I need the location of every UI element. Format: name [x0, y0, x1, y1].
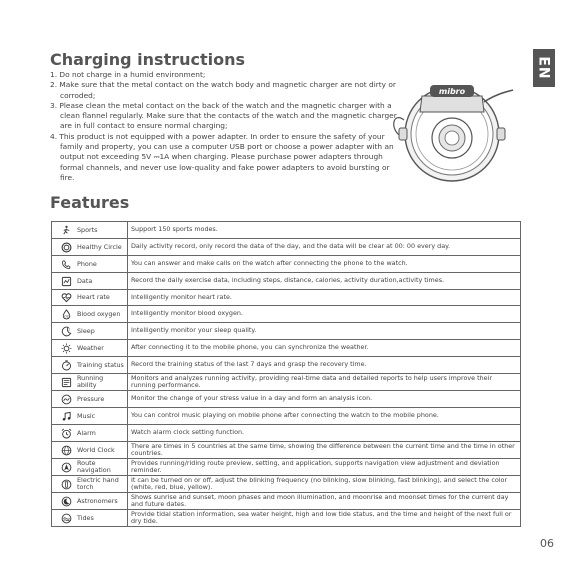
- feature-row: [52, 510, 521, 527]
- feature-name: Sports: [77, 225, 98, 234]
- data-icon: [61, 276, 72, 287]
- training-status-icon: [61, 360, 72, 371]
- feature-description: Provide tidal station information, sea water height, high and low tide status, and the time and height of the next full or dry tide.: [128, 510, 521, 527]
- sleep-icon: [61, 326, 72, 337]
- feature-name-cell: [52, 239, 128, 256]
- feature-name: Weather: [77, 343, 104, 352]
- feature-description: Watch alarm clock setting function.: [128, 425, 521, 442]
- feature-description: Intelligently monitor your sleep quality.: [128, 323, 521, 340]
- feature-description: It can be turned on or off, adjust the blinking frequency (no blinking, slow blinking, fast blinking), and select the color (white, red, blue, yellow).: [128, 476, 521, 493]
- feature-name-cell: [52, 323, 128, 340]
- feature-name-cell: [52, 306, 128, 323]
- svg-text:z: z: [68, 327, 71, 332]
- feature-name-cell: [52, 340, 128, 357]
- feature-name-cell: [52, 442, 128, 459]
- feature-name: Astronomers: [77, 496, 118, 505]
- instruction-item: 4. This product is not equipped with a power adapter. In order to ensure the safety of your family and property, you can use a computer USB port or choose a power adapter with an output not exceeding 5V ⎓1A when charging. Please purchase power adapters through formal channels, and never use low-quality and fake power adapters to avoid bursting or fire.: [50, 131, 394, 182]
- feature-description: There are times in 5 countries at the same time, showing the difference between the current time and the time in other countries.: [128, 442, 521, 459]
- feature-row: [52, 239, 521, 256]
- feature-description: Daily activity record, only record the data of the day, and the data will be clear at 00: 00 every day.: [128, 239, 521, 256]
- feature-row: [52, 256, 521, 273]
- feature-description: You can control music playing on mobile phone after connecting the watch to the mobile phone.: [128, 408, 521, 425]
- feature-name-cell: [52, 222, 128, 239]
- weather-icon: [61, 343, 72, 354]
- feature-row: [52, 323, 521, 340]
- instruction-item: 3. Please clean the metal contact on the back of the watch and the magnetic charger with a clean flannel regularly. Make sure that the contacts of the watch and the magnetic charger are in full contact to ensure normal charging;: [50, 100, 397, 131]
- feature-description: Support 150 sports modes.: [128, 222, 521, 239]
- feature-name-cell: [52, 476, 128, 493]
- feature-row: [52, 374, 521, 391]
- feature-row: [52, 306, 521, 323]
- feature-row: [52, 459, 521, 476]
- watch-charger-illustration: [392, 82, 514, 182]
- feature-name-cell: [52, 493, 128, 510]
- phone-icon: [61, 259, 72, 270]
- feature-description: Provides running/riding route preview, setting, and application, supports navigation view adjustment and deviation reminder.: [128, 459, 521, 476]
- feature-description: Monitors and analyzes running activity, providing real-time data and detailed reports to help users improve their running performance.: [128, 374, 521, 391]
- route-navigation-icon: [61, 462, 72, 473]
- instruction-item: 1. Do not charge in a humid environment;: [50, 70, 206, 79]
- astronomers-icon: [61, 496, 72, 507]
- feature-row: [52, 408, 521, 425]
- feature-name: Pressure: [77, 394, 105, 403]
- pressure-icon: [61, 394, 72, 405]
- feature-name: Running ability: [77, 374, 104, 389]
- feature-name-cell: [52, 391, 128, 408]
- feature-name-cell: [52, 290, 128, 306]
- feature-description: Monitor the change of your stress value in a day and form an analysis icon.: [128, 391, 521, 408]
- features-title: Features: [50, 193, 130, 212]
- feature-name: Music: [77, 411, 96, 420]
- page-number: 06: [540, 537, 554, 550]
- feature-description: Intelligently monitor heart rate.: [128, 290, 521, 306]
- feature-name: Phone: [77, 259, 97, 268]
- feature-name: Electric hand torch: [77, 476, 119, 491]
- feature-row: [52, 222, 521, 239]
- healthy-circle-icon: [61, 242, 72, 253]
- feature-name-cell: [52, 510, 128, 527]
- feature-description: Intelligently monitor blood oxygen.: [128, 306, 521, 323]
- world-clock-icon: [61, 445, 72, 456]
- tides-icon: [61, 513, 72, 524]
- feature-name: Data: [77, 276, 93, 285]
- feature-row: [52, 442, 521, 459]
- feature-name-cell: [52, 408, 128, 425]
- feature-description: Shows sunrise and sunset, moon phases and moon illumination, and moonrise and moonset times for the current day and future dates.: [128, 493, 521, 510]
- feature-name: Route navigation: [77, 459, 111, 474]
- feature-row: [52, 273, 521, 290]
- feature-description: Record the training status of the last 7 days and grasp the recovery time.: [128, 357, 521, 374]
- alarm-icon: [61, 428, 72, 439]
- feature-row: [52, 493, 521, 510]
- torch-icon: [61, 479, 72, 490]
- charging-instructions-list: [50, 70, 400, 183]
- heart-rate-icon: [61, 292, 72, 303]
- feature-name: Alarm: [77, 428, 96, 437]
- running-ability-icon: [61, 377, 72, 388]
- feature-row: [52, 391, 521, 408]
- charging-title: Charging instructions: [50, 50, 246, 69]
- blood-oxygen-icon: [61, 309, 72, 320]
- sports-icon: [61, 225, 72, 236]
- feature-name: Tides: [77, 513, 94, 522]
- feature-row: [52, 340, 521, 357]
- language-tab-label: EN: [536, 56, 552, 80]
- feature-description: You can answer and make calls on the watch after connecting the phone to the watch.: [128, 256, 521, 273]
- feature-name-cell: [52, 256, 128, 273]
- feature-name-cell: [52, 357, 128, 374]
- feature-name-cell: [52, 425, 128, 442]
- feature-description: After connecting it to the mobile phone, you can synchronize the weather.: [128, 340, 521, 357]
- feature-name: World Clock: [77, 445, 115, 454]
- feature-row: [52, 357, 521, 374]
- feature-name-cell: [52, 459, 128, 476]
- svg-text:O2: O2: [64, 313, 69, 318]
- language-tab: [533, 49, 555, 87]
- feature-description: Record the daily exercise data, including steps, distance, calories, activity duration,activity times.: [128, 273, 521, 290]
- feature-row: [52, 425, 521, 442]
- feature-name: Healthy Circle: [77, 242, 122, 251]
- feature-name: Blood oxygen: [77, 309, 121, 318]
- feature-name: Training status: [77, 360, 124, 369]
- feature-name: Sleep: [77, 326, 95, 335]
- feature-name-cell: [52, 374, 128, 391]
- feature-row: [52, 476, 521, 493]
- feature-name: Heart rate: [77, 293, 110, 302]
- music-icon: [61, 411, 72, 422]
- instruction-item: 2. Make sure that the metal contact on the watch body and magnetic charger are not dirty or corroded;: [50, 80, 396, 100]
- feature-row: [52, 290, 521, 306]
- feature-name-cell: [52, 273, 128, 290]
- features-table: [51, 221, 521, 527]
- watch-brand-text: mibro: [438, 87, 466, 96]
